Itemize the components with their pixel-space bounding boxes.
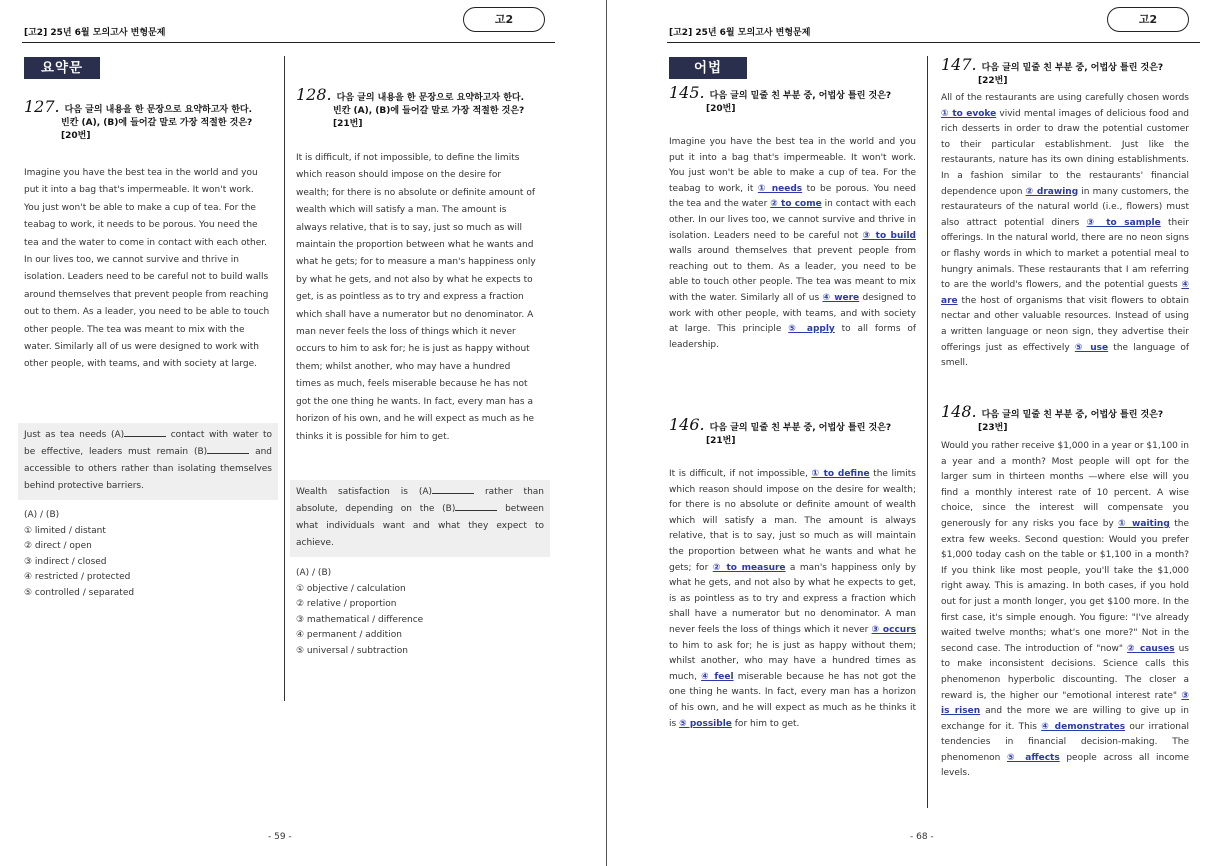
passage-text: designed to work with other people, with teams, and with society at large. This principle [669, 292, 916, 335]
underlined-choice-3[interactable]: ③ to build [862, 230, 916, 241]
passage-text: and the more we are willing to give up in exchange for it. This [941, 706, 1190, 732]
question-prompt-line2: 빈칸 (A), (B)에 들어갈 말로 가장 적절한 것은? [333, 106, 525, 116]
question-145-passage [669, 135, 916, 353]
column-divider [284, 56, 285, 701]
passage-text: the host of organisms that visit flowers to obtain nectar and other valuable resources. Instead of using a written language or neon sign, they advertise their offerings just as effectively [941, 295, 1189, 353]
question-128-options [296, 566, 423, 659]
option-2[interactable]: ② relative / proportion [296, 599, 397, 609]
page-number: - 68 - [910, 832, 934, 842]
underlined-choice-4[interactable]: ④ feel [701, 671, 734, 682]
question-128-header [296, 85, 548, 131]
section-label: 어법 [669, 57, 747, 79]
passage-text: the extra few weeks. Second question: Would you prefer $1,000 today cash on the table or $1,100 in a month? If you think like most people, you'll take the $1,000 right away. This is amazing. In both cases, if you hold out for just a month longer, you get $100 more. In the first case, it's simple enough. You figure: "I've already waited twelve months; what's one more?" Not in the second case. The introduction of "now" [941, 518, 1189, 654]
header-rule [22, 42, 555, 43]
option-4[interactable]: ④ restricted / protected [24, 572, 131, 582]
option-3[interactable]: ③ mathematical / difference [296, 614, 424, 625]
question-148-header [941, 402, 1193, 435]
question-points: [20번] [706, 104, 736, 114]
option-2[interactable]: ② direct / open [24, 541, 92, 551]
passage-text: in contact with each other. In our lives too, we cannot survive and thrive in isolation. Leaders need to be careful not [669, 199, 916, 241]
question-147-passage [941, 91, 1189, 372]
question-prompt: 다음 글의 내용을 한 문장으로 요약하고자 한다. [64, 105, 253, 115]
question-147-header [941, 55, 1193, 88]
section-label: 요약문 [24, 57, 100, 79]
question-146-header [669, 415, 921, 448]
summary-text: Wealth satisfaction is (A) [296, 487, 433, 497]
answer-blank-b [207, 445, 249, 454]
question-prompt: 다음 글의 내용을 한 문장으로 요약하고자 한다. [336, 93, 525, 103]
question-points: [21번] [333, 119, 363, 129]
passage-text: in many customers, the restaurateurs of the natural world (i.e., flowers) must also attract potential diners [941, 186, 1189, 228]
passage-text: walls around themselves that prevent people from reaching out to them. As a leader, you need to be able to touch other people. The tea was meant to mix with the water. Similarly all of us [669, 246, 916, 303]
question-number: 127. [24, 97, 60, 116]
underlined-choice-5[interactable]: ⑤ possible [679, 718, 732, 729]
passage-text: to be porous. You need the tea and the water [669, 183, 917, 210]
option-1[interactable]: ① objective / calculation [296, 583, 406, 594]
question-127-header [24, 97, 274, 143]
question-127-options [24, 508, 134, 601]
underlined-choice-3[interactable]: ③ occurs [871, 624, 916, 635]
question-prompt: 다음 글의 밑줄 친 부분 중, 어법상 틀린 것은? [709, 91, 892, 101]
underlined-choice-1[interactable]: ① to evoke [941, 108, 997, 119]
question-127-summary [18, 423, 278, 500]
question-127-passage: Imagine you have the best tea in the world and you put it into a bag that's impermeable. It won't work. You just won't be able to make a cup of tea. For the teabag to work, it needs to be porous. You need the tea and the water to come in contact with each other. In our lives too, we cannot survive and thrive in isolation. Leaders need to be careful not to build walls around themselves that prevent people from reaching out to them. As a leader, you need to be able to touch other people. The tea was meant to mix with the water. Similarly all of us were designed to work with other people, with teams, and with society at large. [24, 168, 270, 370]
question-prompt-line2: 빈칸 (A), (B)에 들어갈 말로 가장 적절한 것은? [61, 118, 253, 128]
summary-text: contact with water to be effective, leaders must remain (B) [24, 430, 272, 457]
underlined-choice-2[interactable]: ② causes [1127, 643, 1175, 654]
question-points: [20번] [61, 131, 91, 141]
question-145-header [669, 83, 921, 116]
column-divider [927, 56, 928, 808]
question-number: 145. [669, 83, 705, 102]
underlined-choice-4[interactable]: ④ were [822, 292, 860, 303]
question-128-passage: It is difficult, if not impossible, to define the limits which reason should impose on the desire for wealth; for there is no absolute or definite amount of wealth which will satisfy a man. The amount is always relative, that is to say, just so much as will maintain the proportion between what he wants and what he gets; for to measure a man's happiness only by what he gets, and not also by what he expects to get, is as pointless as to try and express a fraction which shall have a numerator but no denominator. A man never feels the loss of things which it never occurs to him to ask for; he is just as happy without them; whilst another, who may have a hundred times as much, feels miserable because he has not got the one thing he wants. In fact, every man has a horizon of his own, and he will expect as much as he thinks it is possible for him to get. [296, 153, 536, 442]
passage-text: Imagine you have the best tea in the world and you put it into a bag that's impermeable. It won't work. You just won't be able to make a cup of tea. For the teabag to work, it [669, 137, 916, 194]
underlined-choice-4[interactable]: ④ demonstrates [1041, 721, 1126, 732]
question-prompt: 다음 글의 밑줄 친 부분 중, 어법상 틀린 것은? [709, 423, 892, 433]
options-header: (A) / (B) [24, 510, 60, 520]
question-146-passage [669, 467, 916, 732]
summary-text: and accessible to others rather than isolating themselves behind protective barriers. [24, 447, 272, 491]
option-4[interactable]: ④ permanent / addition [296, 630, 402, 640]
page-number: - 59 - [268, 832, 292, 842]
passage-text: All of the restaurants are using carefully chosen words [941, 93, 1189, 103]
question-128-summary [290, 480, 550, 557]
summary-text: between what individuals want and what they expect to achieve. [296, 504, 544, 548]
grade-badge: 고2 [1107, 7, 1189, 32]
passage-text: people across all income levels. [941, 752, 1189, 779]
summary-text: Just as tea needs (A) [24, 430, 125, 440]
passage-text: Would you rather receive $1,000 in a year or $1,100 in a year and a month? Most people will opt for the larger sum in thirteen months —where else will you find a monthly interest rate of 10 percent. A wise choice, since the interest will compensate you generously for any risks you face by [941, 441, 1189, 529]
question-prompt: 다음 글의 밑줄 친 부분 중, 어법상 틀린 것은? [981, 63, 1164, 73]
underlined-choice-2[interactable]: ② drawing [1025, 186, 1079, 197]
underlined-choice-4[interactable]: ④ are [941, 280, 1189, 306]
answer-blank-a [124, 428, 166, 437]
passage-text: to all forms of leadership. [669, 324, 916, 350]
underlined-choice-3[interactable]: ③ is risen [941, 690, 1189, 717]
page-header: [고2] 25년 6월 모의고사 변형문제 [669, 28, 811, 38]
underlined-choice-3[interactable]: ③ to sample [1086, 217, 1161, 228]
underlined-choice-2[interactable]: ② to come [770, 199, 822, 210]
passage-text: to him to ask for; he is just as happy without them; whilst another, who may have a hundred times as much, [669, 640, 916, 682]
question-points: [21번] [706, 436, 736, 446]
option-1[interactable]: ① limited / distant [24, 525, 106, 536]
option-5[interactable]: ⑤ universal / subtraction [296, 645, 408, 656]
question-number: 148. [941, 402, 977, 421]
passage-text: a man's happiness only by what he gets, and not also by what he expects to get, is as pointless as to try and express a fraction which shall have a numerator but no denominator. A man never feels the loss of things which it never [669, 562, 916, 635]
question-points: [22번] [978, 76, 1008, 86]
passage-text: vivid mental images of delicious food and rich desserts in order to draw the potential customer to their particular establishment. Just like the restaurants, nature has its own dining establishments. In a fashion similar to the restaurants' financial dependence upon [941, 108, 1190, 197]
passage-text: for him to get. [734, 718, 800, 729]
grade-badge: 고2 [463, 7, 545, 32]
right-page [607, 0, 1223, 866]
answer-blank-b [455, 502, 497, 511]
question-number: 147. [941, 55, 977, 74]
passage-text: miserable because he has not got the one thing he wants. In fact, every man has a horizon of his own, and he will expect as much as he thinks it is [669, 671, 916, 729]
passage-text: us to make inconsistent decisions. Science calls this phenomenon hyperbolic discounting. The closer a reward is, the higher our "emotional interest rate" [941, 643, 1189, 701]
underlined-choice-1[interactable]: ① waiting [1118, 518, 1170, 529]
underlined-choice-5[interactable]: ⑤ apply [788, 324, 835, 335]
passage-text: It is difficult, if not impossible, [669, 469, 808, 479]
options-header: (A) / (B) [296, 568, 332, 578]
underlined-choice-5[interactable]: ⑤ affects [1007, 752, 1060, 763]
option-3[interactable]: ③ indirect / closed [24, 556, 107, 567]
underlined-choice-5[interactable]: ⑤ use [1074, 342, 1109, 353]
question-prompt: 다음 글의 밑줄 친 부분 중, 어법상 틀린 것은? [981, 410, 1164, 420]
passage-text: the language of smell. [941, 342, 1189, 369]
header-rule [667, 42, 1200, 43]
passage-text: the limits which reason should impose on the desire for wealth; for there is no absolute or definite amount of wealth which will satisfy a man. The amount is always relative, that is to say, just so much as will maintain the proportion between what he wants and what he gets; for [669, 469, 916, 573]
question-number: 146. [669, 415, 705, 434]
left-page [0, 0, 606, 866]
question-points: [23번] [978, 423, 1008, 433]
answer-blank-a [432, 485, 474, 494]
page-header: [고2] 25년 6월 모의고사 변형문제 [24, 28, 166, 38]
underlined-choice-1[interactable]: ① needs [757, 183, 803, 194]
underlined-choice-1[interactable]: ① to define [811, 469, 870, 479]
summary-text: rather than absolute, depending on the (B) [296, 487, 544, 514]
passage-text: our irrational tendencies in financial decision-making. The phenomenon [941, 721, 1189, 763]
question-148-passage [941, 439, 1189, 782]
underlined-choice-2[interactable]: ② to measure [712, 562, 786, 573]
passage-text: their offerings. In the natural world, there are no neon signs or flashy words in which to market a potential meal to hungry animals. These restaurants that I am referring to are the world's flowers, and the potential guests [941, 217, 1190, 291]
question-number: 128. [296, 85, 332, 104]
option-5[interactable]: ⑤ controlled / separated [24, 587, 135, 598]
